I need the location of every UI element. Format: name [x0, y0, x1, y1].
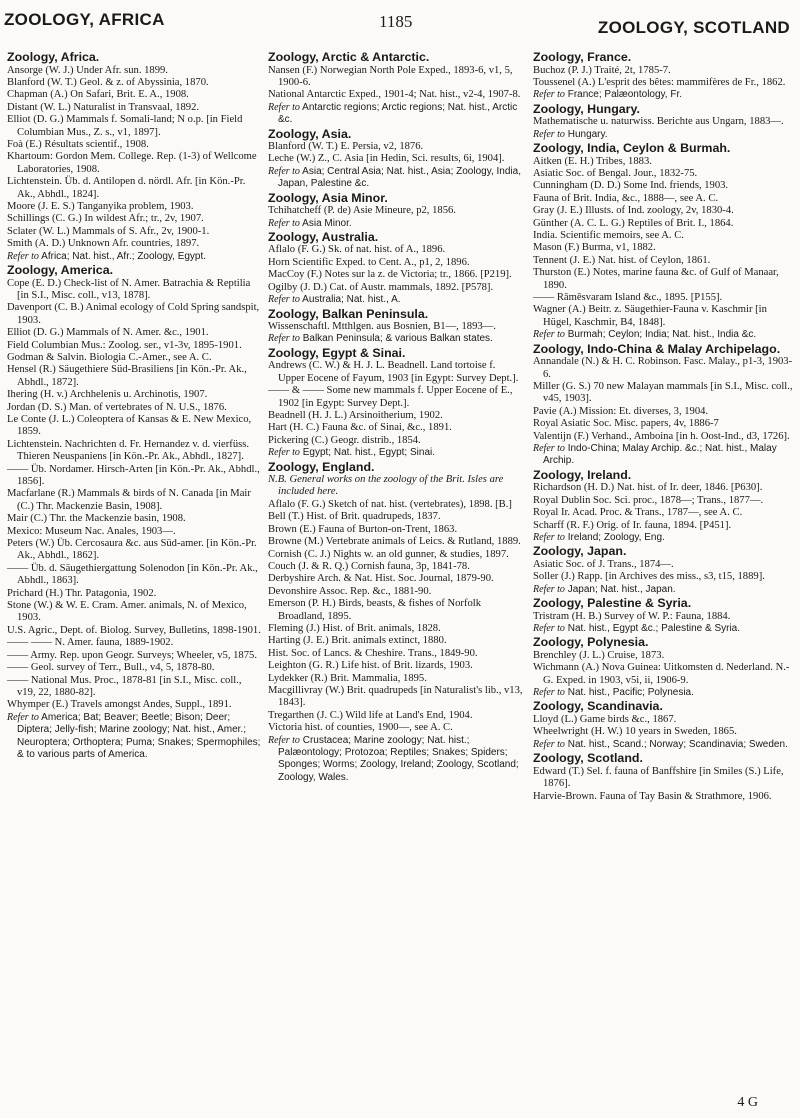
- bibliography-entry: U.S. Agric., Dept. of. Biolog. Survey, Bulletins, 1898-1901.: [7, 624, 261, 636]
- bibliography-entry: Blanford (W. T.) E. Persia, v2, 1876.: [268, 141, 424, 153]
- cross-reference: [533, 532, 795, 544]
- section-heading: Zoology, England.: [268, 459, 375, 474]
- section-heading: Zoology, Hungary.: [533, 101, 640, 116]
- cross-reference: [7, 251, 261, 263]
- bibliography-entry: Moore (J. E. S.) Tanganyika problem, 1903.: [7, 200, 194, 212]
- cross-reference: [533, 89, 795, 101]
- section-heading: Zoology, Palestine & Syria.: [533, 596, 692, 611]
- page-header: [0, 6, 800, 36]
- refer-to-label: Refer to: [533, 442, 565, 454]
- bibliography-entry: Wichmann (A.) Nova Guinea: Uitkomsten d. Nederland. N.-G. Exped. in 1903, v5i, ii, 1906-9.: [533, 662, 790, 686]
- bibliography-entry: Bell (T.) Hist. of Brit. quadrupeds, 1837.: [268, 511, 441, 523]
- bibliography-entry: Brenchley (J. L.) Cruise, 1873.: [533, 649, 665, 661]
- bibliography-entry: Aflalo (F. G.) Sketch of nat. hist. (vertebrates), 1898. [B.]: [268, 498, 512, 510]
- column-3: [533, 50, 795, 803]
- bibliography-entry: Field Columbian Mus.: Zoolog. ser., v1-3v, 1895-1901.: [7, 339, 242, 351]
- section-heading: Zoology, Japan.: [533, 544, 627, 559]
- bibliography-entry: Valentijn (F.) Verhand., Amboina [in h. Oost-Ind., d3, 1726].: [533, 430, 790, 442]
- refer-to-label: Refer to: [268, 294, 300, 306]
- section-heading: Zoology, Scandinavia.: [533, 699, 663, 714]
- bibliography-entry: Schillings (C. G.) In wildest Afr.; tr., 2v, 1907.: [7, 213, 204, 225]
- cross-reference-topics: France; Palæontology, Fr.: [567, 89, 683, 101]
- bibliography-entry: Macfarlane (R.) Mammals & birds of N. Canada [in Mair (C.) Thr. Mackenzie Basin, 1908].: [7, 488, 251, 512]
- bibliography-entry: Smith (A. D.) Unknown Afr. countries, 1897.: [7, 238, 200, 250]
- bibliography-entry: Stone (W.) & W. E. Cram. Amer. animals, N. of Mexico, 1903.: [7, 600, 247, 624]
- bibliography-entry: Asiatic Soc. of Bengal. Jour., 1832-75.: [533, 167, 698, 179]
- cross-reference-topics: Africa; Nat. hist., Afr.; Zoology, Egypt.: [41, 250, 207, 262]
- bibliography-entry: Tristram (H. B.) Survey of W. P.: Fauna, 1884.: [533, 610, 731, 622]
- cross-reference-topics: Nat. hist., Pacific; Polynesia.: [567, 687, 694, 699]
- bibliography-entry: Browne (M.) Vertebrate animals of Leics. & Rutland, 1889.: [268, 536, 521, 548]
- bibliography-entry: —— Army. Rep. upon Geogr. Surveys; Wheeler, v5, 1875.: [7, 649, 257, 661]
- bibliography-entry: Asiatic Soc. of J. Trans., 1874—.: [533, 558, 674, 570]
- bibliography-entry: Harting (J. E.) Brit. animals extinct, 1880.: [268, 635, 447, 647]
- cross-reference-topics: Balkan Peninsula; & various Balkan states.: [302, 333, 493, 345]
- cross-reference: [533, 739, 795, 751]
- bibliography-entry: Khartoum: Gordon Mem. College. Rep. (1-3) of Wellcome Laboratories, 1908.: [7, 151, 257, 175]
- bibliography-entry: Foà (E.) Résultats scientif., 1908.: [7, 138, 149, 150]
- bibliography-entry: Richardson (H. D.) Nat. hist. of Ir. deer, 1846. [P630].: [533, 482, 763, 494]
- bibliography-entry: Aflalo (F. G.) Sk. of nat. hist. of A., 1896.: [268, 244, 446, 256]
- cross-reference: [7, 712, 261, 762]
- bibliography-entry: —— —— N. Amer. fauna, 1889-1902.: [7, 637, 174, 649]
- cross-reference: [268, 447, 523, 459]
- bibliography-entry: Hensel (R.) Säugethiere Süd-Brasiliens [in Kön.-Pr. Ak., Abhdl., 1872].: [7, 364, 247, 388]
- bibliography-entry: Mair (C.) Thr. the Mackenzie basin, 1908.: [7, 513, 186, 525]
- cross-reference-topics: Antarctic regions; Arctic regions; Nat. hist., Arctic &c.: [278, 101, 518, 126]
- bibliography-entry: MacCoy (F.) Notes sur la z. de Victoria; tr., 1866. [P219].: [268, 269, 512, 281]
- bibliography-entry: Tregarthen (J. C.) Wild life at Land's End, 1904.: [268, 709, 473, 721]
- refer-to-label: Refer to: [533, 89, 565, 101]
- cross-reference-topics: America; Bat; Beaver; Beetle; Bison; Deer; Diptera; Jelly-fish; Marine zoology; Nat. hist., Amer.; Neuroptera; Orthoptera; Puma; Snakes; Spermophiles; & to various parts of America.: [17, 711, 261, 760]
- bibliography-entry: Beadnell (H. J. L.) Arsinoitherium, 1902.: [268, 409, 443, 421]
- bibliography-entry: Chapman (A.) On Safari, Brit. E. A., 1908.: [7, 89, 189, 101]
- bibliography-entry: —— Rāmēsvaram Island &c., 1895. [P155].: [533, 292, 723, 303]
- bibliography-entry: Mexico: Museum Nac. Anales, 1903—.: [7, 525, 176, 537]
- bibliography-entry: Cunningham (D. D.) Some Ind. friends, 1903.: [533, 180, 729, 192]
- refer-to-label: Refer to: [533, 622, 565, 634]
- section-heading: Zoology, Ireland.: [533, 467, 632, 482]
- refer-to-label: Refer to: [7, 250, 39, 262]
- bibliography-entry: Thurston (E.) Notes, marine fauna &c. of Gulf of Manaar, 1890.: [533, 267, 779, 291]
- bibliography-entry: Fauna of Brit. India, &c., 1888—, see A. C.: [533, 192, 719, 204]
- cross-reference: [268, 333, 523, 345]
- section-heading: Zoology, Indo-China & Malay Archipelago.: [533, 341, 781, 356]
- bibliography-entry: —— Üb. Nordamer. Hirsch-Arten [in Kön.-Pr. Ak., Abhdl., 1856].: [7, 463, 260, 487]
- bibliography-entry: Andrews (C. W.) & H. J. L. Beadnell. Land tortoise f. Upper Eocene of Fayum, 1903 [in Egypt: Survey Dept.].: [268, 360, 519, 384]
- cross-reference: [268, 218, 523, 230]
- refer-to-label: Refer to: [268, 101, 300, 113]
- bibliography-entry: Harvie-Brown. Fauna of Tay Basin & Strathmore, 1906.: [533, 790, 772, 802]
- cross-reference-topics: Nat. hist., Scand.; Norway; Scandinavia; Sweden.: [567, 738, 788, 750]
- cross-reference: [268, 166, 523, 191]
- bibliography-entry: Emerson (P. H.) Birds, beasts, & fishes of Norfolk Broadland, 1895.: [268, 598, 482, 622]
- bibliography-entry: Cornish (C. J.) Nights w. an old gunner, & studies, 1897.: [268, 548, 509, 560]
- bibliography-entry: Elliot (D. G.) Mammals of N. Amer. &c., 1901.: [7, 327, 209, 339]
- refer-to-label: Refer to: [268, 447, 300, 459]
- cross-reference-topics: Indo-China; Malay Archip. &c.; Nat. hist., Malay Archip.: [543, 442, 777, 467]
- section-heading: Zoology, Polynesia.: [533, 635, 649, 650]
- cross-reference: [268, 735, 523, 785]
- bibliography-entry: Macgillivray (W.) Brit. quadrupeds [in Naturalist's lib., v13, 1843].: [268, 684, 523, 709]
- cross-reference-topics: Ireland; Zoology, Eng.: [567, 531, 665, 543]
- bibliography-entry: Toussenel (A.) L'esprit des bêtes: mammifères de Fr., 1862.: [533, 76, 786, 88]
- bibliography-entry: Godman & Salvin. Biologia C.-Amer., see A. C.: [7, 351, 212, 363]
- bibliography-entry: —— & —— Some new mammals f. Upper Eocene of E., 1902 [in Egypt: Survey Dept.].: [268, 385, 513, 409]
- running-head-right: ZOOLOGY, SCOTLAND: [597, 18, 790, 37]
- bibliography-entry: Royal Dublin Soc. Sci. proc., 1878—; Trans., 1877—.: [533, 494, 764, 506]
- cross-reference: [533, 584, 795, 596]
- refer-to-label: Refer to: [7, 711, 39, 723]
- bibliography-entry: Soller (J.) Rapp. [in Archives des miss., s3, t15, 1889].: [533, 571, 765, 583]
- bibliography-entry: Whymper (E.) Travels amongst Andes, Suppl., 1891.: [7, 699, 232, 711]
- section-heading: Zoology, Africa.: [7, 50, 100, 64]
- section-heading: Zoology, Balkan Peninsula.: [268, 306, 429, 321]
- bibliography-entry: Blanford (W. T.) Geol. & z. of Abyssinia, 1870.: [7, 76, 209, 88]
- bibliography-entry: Ansorge (W. J.) Under Afr. sun. 1899.: [7, 64, 168, 76]
- bibliography-entry: Elliot (D. G.) Mammals f. Somali-land; N o.p. [in Field Columbian Mus., Z. s., v1, 1897].: [7, 114, 243, 138]
- bibliography-entry: —— Geol. survey of Terr., Bull., v4, 5, 1878-80.: [7, 662, 215, 674]
- refer-to-label: Refer to: [533, 128, 565, 140]
- cross-reference: [533, 443, 795, 468]
- cross-reference-topics: Crustacea; Marine zoology; Nat. hist.; Palæontology; Protozoa; Reptiles; Snakes; Spiders; Sponges; Worms; Zoology, Ireland; Zoology, Scotland; Zoology, Wales.: [278, 734, 519, 783]
- bibliography-entry: Prichard (H.) Thr. Patagonia, 1902.: [7, 587, 157, 599]
- bibliography-entry: —— Üb. d. Säugethiergattung Solenodon [in Kön.-Pr. Ak., Abhdl., 1863].: [7, 562, 258, 587]
- bibliography-entry: Pavie (A.) Mission: Et. diverses, 3, 1904.: [533, 405, 709, 417]
- bibliography-entry: Annandale (N.) & H. C. Robinson. Fasc. Malay., p1-3, 1903-6.: [533, 356, 793, 380]
- bibliography-entry: Hist. Soc. of Lancs. & Cheshire. Trans., 1849-90.: [268, 647, 478, 659]
- column-1: [7, 50, 261, 761]
- bibliography-entry: Victoria hist. of counties, 1900—, see A. C.: [268, 722, 453, 734]
- cross-reference: [533, 687, 795, 699]
- cross-reference: [268, 102, 523, 127]
- bibliography-entry: Royal Ir. Acad. Proc. & Trans., 1787—, see A. C.: [533, 507, 743, 519]
- cross-reference: [533, 623, 795, 635]
- cross-reference-topics: Japan; Nat. hist., Japan.: [567, 583, 676, 595]
- section-heading: Zoology, America.: [7, 263, 114, 277]
- section-note: N.B. General works on the zoology of the Brit. Isles are included here.: [268, 474, 504, 498]
- bibliography-entry: Wissenschaftl. Mtthlgen. aus Bosnien, B1—, 1893—.: [268, 321, 496, 332]
- bibliography-entry: Scharff (R. F.) Orig. of Ir. fauna, 1894. [P451].: [533, 519, 732, 531]
- bibliography-entry: Fleming (J.) Hist. of Brit. animals, 1828.: [268, 622, 441, 634]
- bibliography-entry: Lloyd (L.) Game birds &c., 1867.: [533, 713, 677, 725]
- bibliography-entry: Gray (J. E.) Illusts. of Ind. zoology, 2v, 1830-4.: [533, 205, 734, 217]
- bibliography-entry: Ogilby (J. D.) Cat. of Austr. mammals, 1892. [P578].: [268, 281, 494, 293]
- cross-reference-topics: Hungary.: [567, 128, 608, 140]
- section-heading: Zoology, France.: [533, 50, 632, 64]
- section-heading: Zoology, India, Ceylon & Burmah.: [533, 141, 731, 156]
- bibliography-entry: Aitken (E. H.) Tribes, 1883.: [533, 155, 652, 167]
- bibliography-entry: Couch (J. & R. Q.) Cornish fauna, 3p, 1841-78.: [268, 560, 470, 572]
- cross-reference: [533, 329, 795, 341]
- bibliography-entry: Günther (A. C. L. G.) Reptiles of Brit. I., 1864.: [533, 217, 734, 229]
- bibliography-entry: National Antarctic Exped., 1901-4; Nat. hist., v2-4, 1907-8.: [268, 89, 521, 101]
- cross-reference-topics: Nat. hist., Egypt &c.; Palestine & Syria.: [567, 622, 741, 634]
- refer-to-label: Refer to: [268, 734, 300, 746]
- refer-to-label: Refer to: [268, 217, 300, 229]
- page-number: 1185: [379, 12, 413, 31]
- bibliography-entry: Tchihatcheff (P. de) Asie Mineure, p2, 1856.: [268, 205, 456, 217]
- bibliography-entry: India. Scientific memoirs, see A. C.: [533, 229, 684, 241]
- cross-reference-topics: Australia; Nat. hist., A.: [302, 294, 401, 306]
- bibliography-entry: Cope (E. D.) Check-list of N. Amer. Batrachia & Reptilia [in S.I., Misc. coll., v13, 1878].: [7, 277, 251, 301]
- section-heading: Zoology, Egypt & Sinai.: [268, 345, 406, 360]
- bibliography-entry: Brown (E.) Fauna of Burton-on-Trent, 1863.: [268, 523, 458, 535]
- bibliography-entry: Miller (G. S.) 70 new Malayan mammals [in S.I., Misc. coll., v45, 1903].: [533, 380, 793, 405]
- section-heading: Zoology, Scotland.: [533, 751, 643, 766]
- bibliography-entry: Lichtenstein. Üb. d. Antilopen d. nördl. Afr. [in Kön.-Pr. Ak., Abhdl., 1824].: [7, 176, 246, 200]
- column-2: [268, 50, 523, 784]
- cross-reference-topics: Egypt; Nat. hist., Egypt; Sinai.: [302, 447, 436, 459]
- bibliography-entry: Mathematische u. naturwiss. Berichte aus Ungarn, 1883—.: [533, 116, 784, 128]
- bibliography-entry: Leighton (G. R.) Life hist. of Brit. lizards, 1903.: [268, 660, 473, 672]
- bibliography-entry: Sclater (W. L.) Mammals of S. Afr., 2v, 1900-1.: [7, 225, 210, 237]
- bibliography-entry: Wagner (A.) Beitr. z. Säugethier-Fauna v. Kaschmir [in Hügel, Kaschmir, B4, 1848].: [533, 304, 767, 328]
- refer-to-label: Refer to: [533, 738, 565, 750]
- signature-mark: 4 G: [737, 1095, 758, 1110]
- section-heading: Zoology, Australia.: [268, 229, 379, 244]
- bibliography-entry: Ihering (H. v.) Archhelenis u. Archinotis, 1907.: [7, 389, 208, 401]
- bibliography-entry: Mason (F.) Burma, v1, 1882.: [533, 242, 656, 254]
- bibliography-entry: Le Conte (J. L.) Coleoptera of Kansas & E. New Mexico, 1859.: [7, 413, 252, 438]
- bibliography-entry: Leche (W.) Z., C. Asia [in Hedin, Sci. results, 6i, 1904].: [268, 153, 505, 165]
- bibliography-entry: Lydekker (R.) Brit. Mammalia, 1895.: [268, 672, 427, 684]
- cross-reference: [268, 294, 523, 306]
- bibliography-entry: Edward (T.) Sel. f. fauna of Banffshire [in Smiles (S.) Life, 1876].: [533, 765, 784, 790]
- bibliography-entry: Devonshire Assoc. Rep. &c., 1881-90.: [268, 585, 432, 597]
- cross-reference-topics: Burmah; Ceylon; India; Nat. hist., India &c.: [567, 329, 757, 341]
- refer-to-label: Refer to: [533, 687, 565, 699]
- bibliography-entry: Pickering (C.) Geogr. distrib., 1854.: [268, 434, 421, 446]
- running-head-left: ZOOLOGY, AFRICA: [4, 10, 165, 29]
- section-heading: Zoology, Asia.: [268, 126, 352, 141]
- cross-reference-topics: Asia; Central Asia; Nat. hist., Asia; Zoology, India, Japan, Palestine &c.: [278, 165, 521, 190]
- section-heading: Zoology, Arctic & Antarctic.: [268, 50, 430, 64]
- bibliography-entry: Derbyshire Arch. & Nat. Hist. Soc. Journal, 1879-90.: [268, 573, 494, 585]
- bibliography-entry: Distant (W. L.) Naturalist in Transvaal, 1892.: [7, 101, 200, 113]
- bibliography-entry: Tennent (J. E.) Nat. hist. of Ceylon, 1861.: [533, 254, 711, 266]
- refer-to-label: Refer to: [268, 333, 300, 345]
- section-heading: Zoology, Asia Minor.: [268, 190, 388, 205]
- bibliography-entry: Lichtenstein. Nachrichten d. Fr. Hernandez v. d. vierfüss. Thieren Neuspaniens [in Kön.-Pr. Ak., Abhdl., 1827].: [7, 438, 250, 463]
- bibliography-entry: Peters (W.) Üb. Cercosaura &c. aus Süd-amer. [in Kön.-Pr. Ak., Abhdl., 1862].: [7, 538, 257, 562]
- bibliography-entry: Davenport (C. B.) Animal ecology of Cold Spring sandspit, 1903.: [7, 302, 260, 326]
- bibliography-entry: Horn Scientific Exped. to Cent. A., p1, 2, 1896.: [268, 256, 470, 268]
- bibliography-entry: Jordan (D. S.) Man. of vertebrates of N. U.S., 1876.: [7, 401, 227, 413]
- bibliography-entry: —— National Mus. Proc., 1878-81 [in S.I., Misc. coll., v19, 22, 1880-82].: [7, 674, 242, 698]
- bibliography-entry: Wheelwright (H. W.) 10 years in Sweden, 1865.: [533, 726, 737, 738]
- bibliography-entry: Nansen (F.) Norwegian North Pole Exped., 1893-6, v1, 5, 1900-6.: [268, 64, 513, 88]
- refer-to-label: Refer to: [533, 329, 565, 341]
- cross-reference: [533, 129, 795, 141]
- refer-to-label: Refer to: [533, 531, 565, 543]
- bibliography-entry: Buchoz (P. J.) Traité, 2t, 1785-7.: [533, 64, 671, 76]
- refer-to-label: Refer to: [533, 583, 565, 595]
- bibliography-entry: Royal Asiatic Soc. Misc. papers, 4v, 1886-7: [533, 418, 719, 430]
- bibliography-entry: Hart (H. C.) Fauna &c. of Sinai, &c., 1891.: [268, 422, 452, 434]
- cross-reference-topics: Asia Minor.: [302, 217, 352, 229]
- refer-to-label: Refer to: [268, 165, 300, 177]
